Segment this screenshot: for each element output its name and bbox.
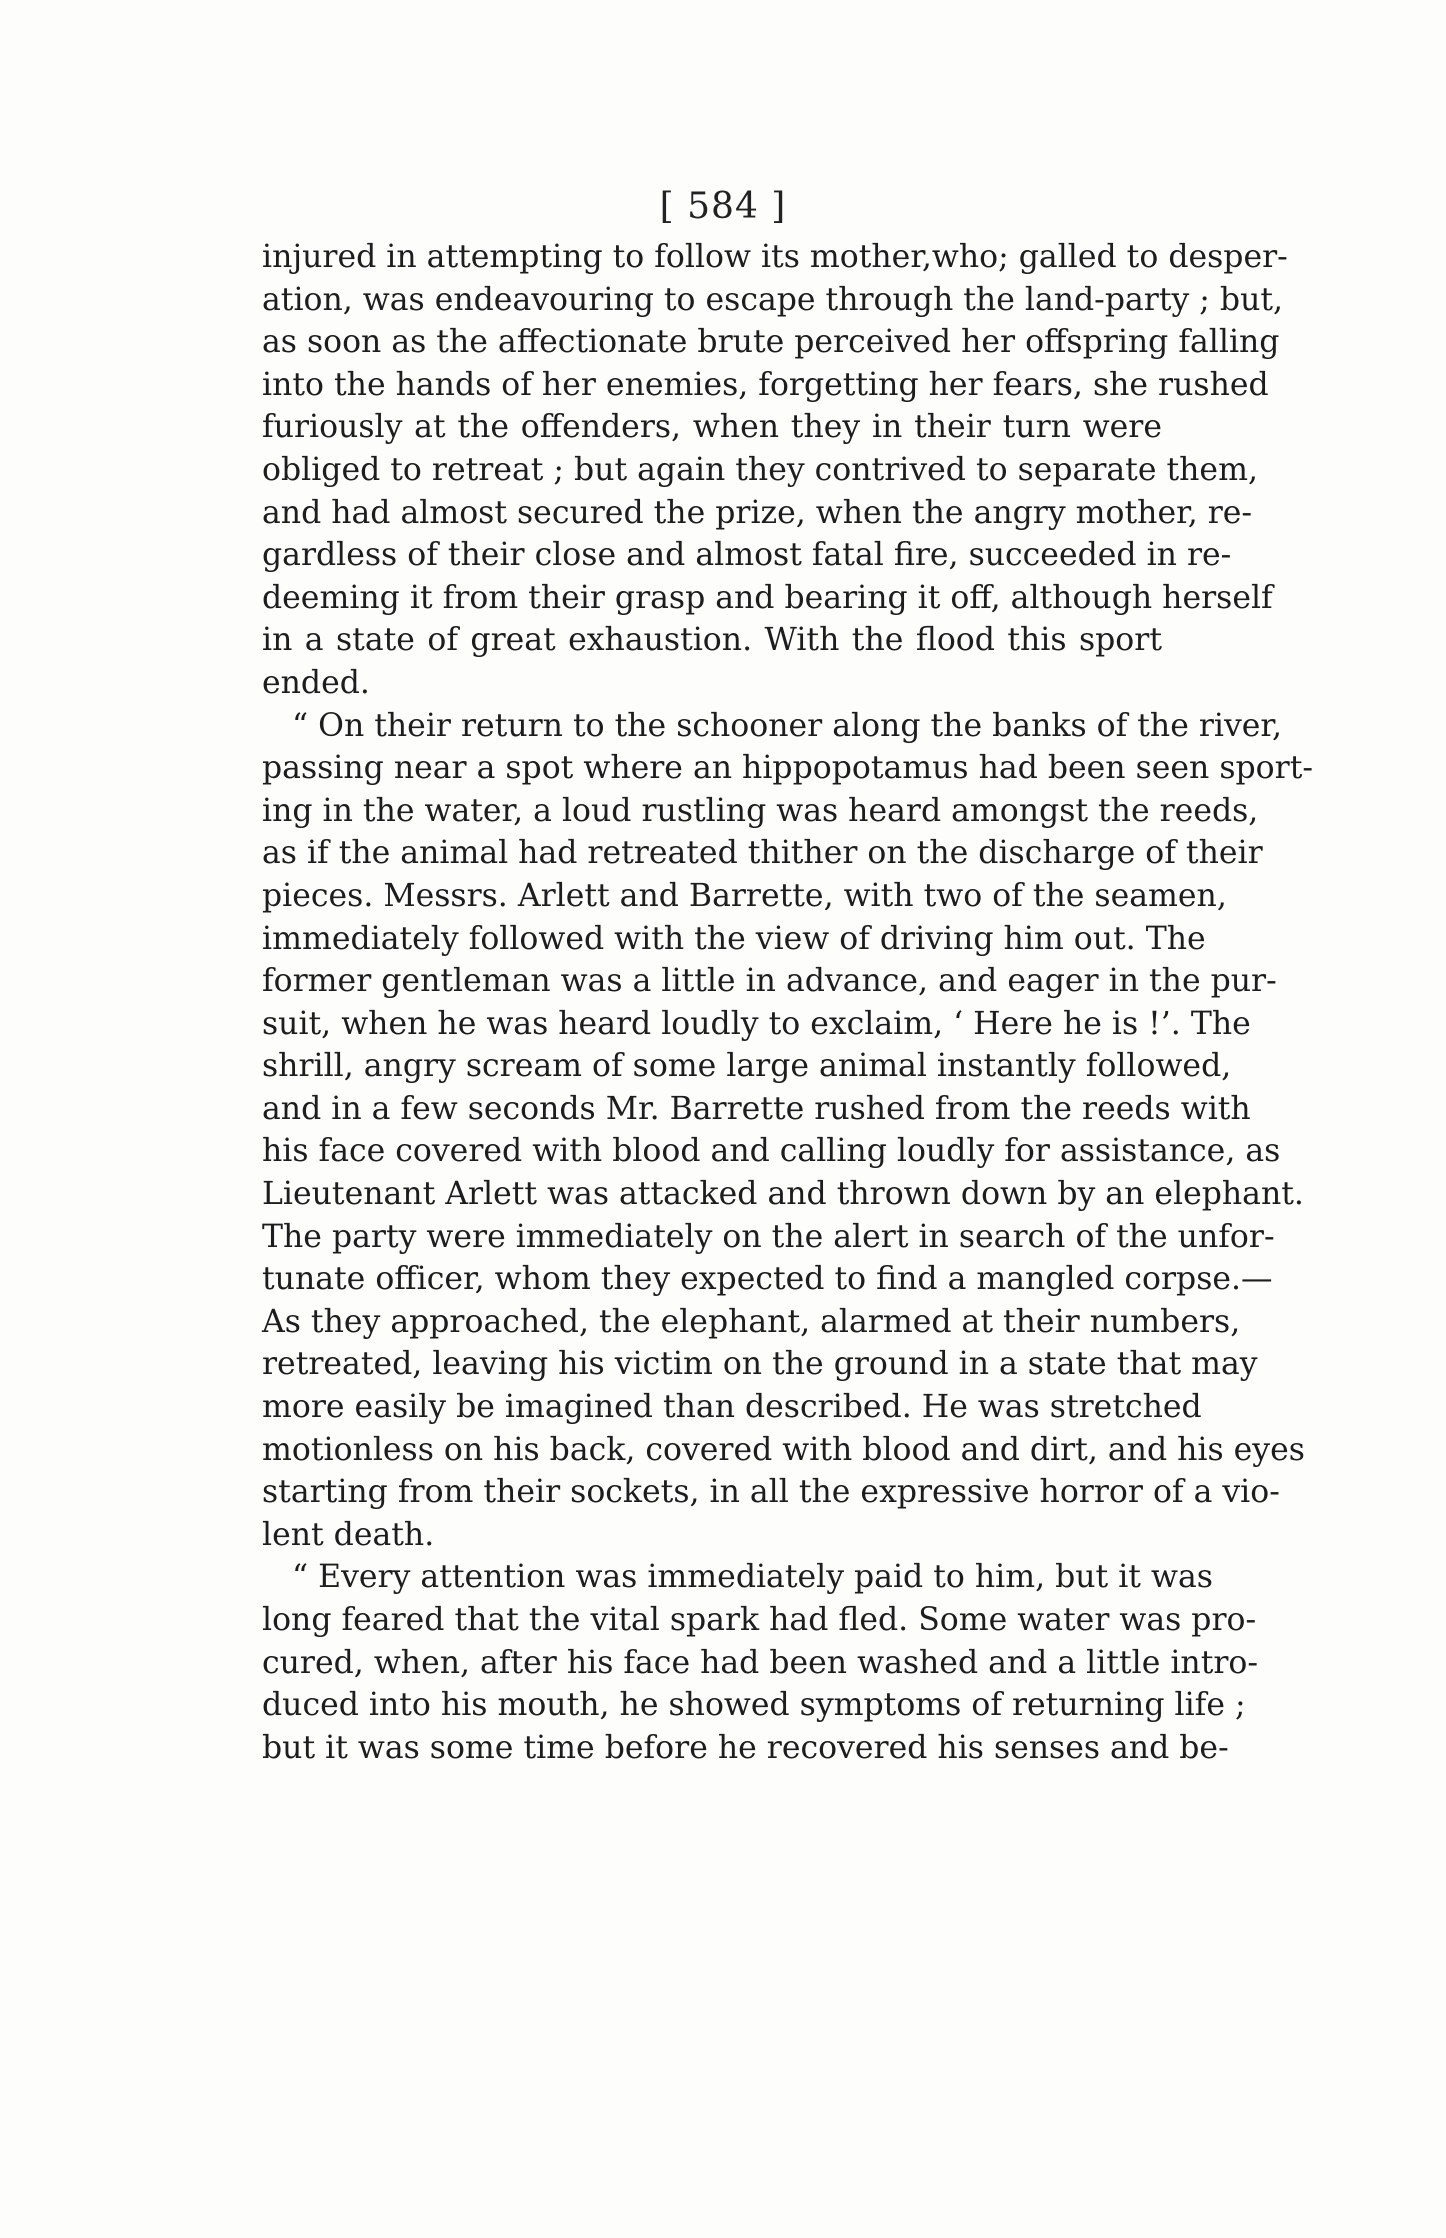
text-line: but it was some time before he recovered his senses and be- (262, 1729, 1229, 1766)
text-line: passing near a spot where an hippopotamus had been seen sport- (262, 750, 1313, 787)
text-line: more easily be imagined than described. He was stretched (262, 1389, 1202, 1426)
text-line: ation, was endeavouring to escape through the land-party ; but, (262, 281, 1284, 318)
text-line: his face covered with blood and calling loudly for assistance, as (262, 1133, 1281, 1170)
text-line: ended. (262, 664, 370, 701)
text-line: lent death. (262, 1516, 435, 1553)
text-line: in a state of great exhaustion. With the flood this sport (262, 622, 1162, 659)
paragraph-2 (262, 705, 1313, 1557)
text-line: tunate officer, whom they expected to find a mangled corpse.— (262, 1261, 1273, 1298)
text-line: shrill, angry scream of some large animal instantly followed, (262, 1048, 1232, 1085)
text-line: as soon as the affectionate brute perceived her offspring falling (262, 324, 1280, 361)
text-line: long feared that the vital spark had fled. Some water was pro- (262, 1602, 1257, 1638)
text-line: as if the animal had retreated thither on the discharge of their (262, 835, 1263, 872)
text-line: obliged to retreat ; but again they contrived to separate them, (262, 451, 1258, 488)
text-line: deeming it from their grasp and bearing it off, although herself (262, 579, 1273, 616)
text-line: furiously at the offenders, when they in their turn were (262, 409, 1162, 446)
text-line: Lieutenant Arlett was attacked and thrown down by an elephant. (262, 1176, 1304, 1213)
body-text (262, 236, 1313, 1769)
text-line: into the hands of her enemies, forgetting her fears, she rushed (262, 366, 1269, 403)
text-line: injured in attempting to follow its mother,who; galled to desper- (262, 239, 1288, 275)
text-line: immediately followed with the view of driving him out. The (262, 920, 1206, 957)
text-line: As they approached, the elephant, alarmed at their numbers, (262, 1303, 1241, 1340)
text-line: The party were immediately on the alert in search of the unfor- (262, 1218, 1275, 1255)
text-line: ing in the water, a loud rustling was heard amongst the reeds, (262, 792, 1259, 829)
text-line: and in a few seconds Mr. Barrette rushed from the reeds with (262, 1090, 1251, 1127)
text-line: former gentleman was a little in advance, and eager in the pur- (262, 963, 1277, 1000)
text-line: duced into his mouth, he showed symptoms of returning life ; (262, 1687, 1246, 1724)
text-line: gardless of their close and almost fatal fire, succeeded in re- (262, 537, 1232, 574)
text-line: pieces. Messrs. Arlett and Barrette, with two of the seamen, (262, 877, 1227, 914)
text-line: motionless on his back, covered with blood and dirt, and his eyes (262, 1431, 1305, 1468)
text-line: and had almost secured the prize, when the angry mother, re- (262, 494, 1253, 531)
paragraph-3 (262, 1556, 1259, 1769)
text-line: suit, when he was heard loudly to exclaim, ‘ Here he is !’. The (262, 1005, 1251, 1042)
text-line: “ Every attention was immediately paid to him, but it was (292, 1559, 1213, 1596)
paragraph-1 (262, 236, 1288, 705)
page-number: [ 584 ] (659, 186, 787, 227)
text-line: cured, when, after his face had been washed and a little intro- (262, 1644, 1259, 1681)
text-line: retreated, leaving his victim on the ground in a state that may (262, 1346, 1258, 1383)
text-line: starting from their sockets, in all the expressive horror of a vio- (262, 1474, 1280, 1511)
text-line: “ On their return to the schooner along the banks of the river, (292, 707, 1283, 744)
